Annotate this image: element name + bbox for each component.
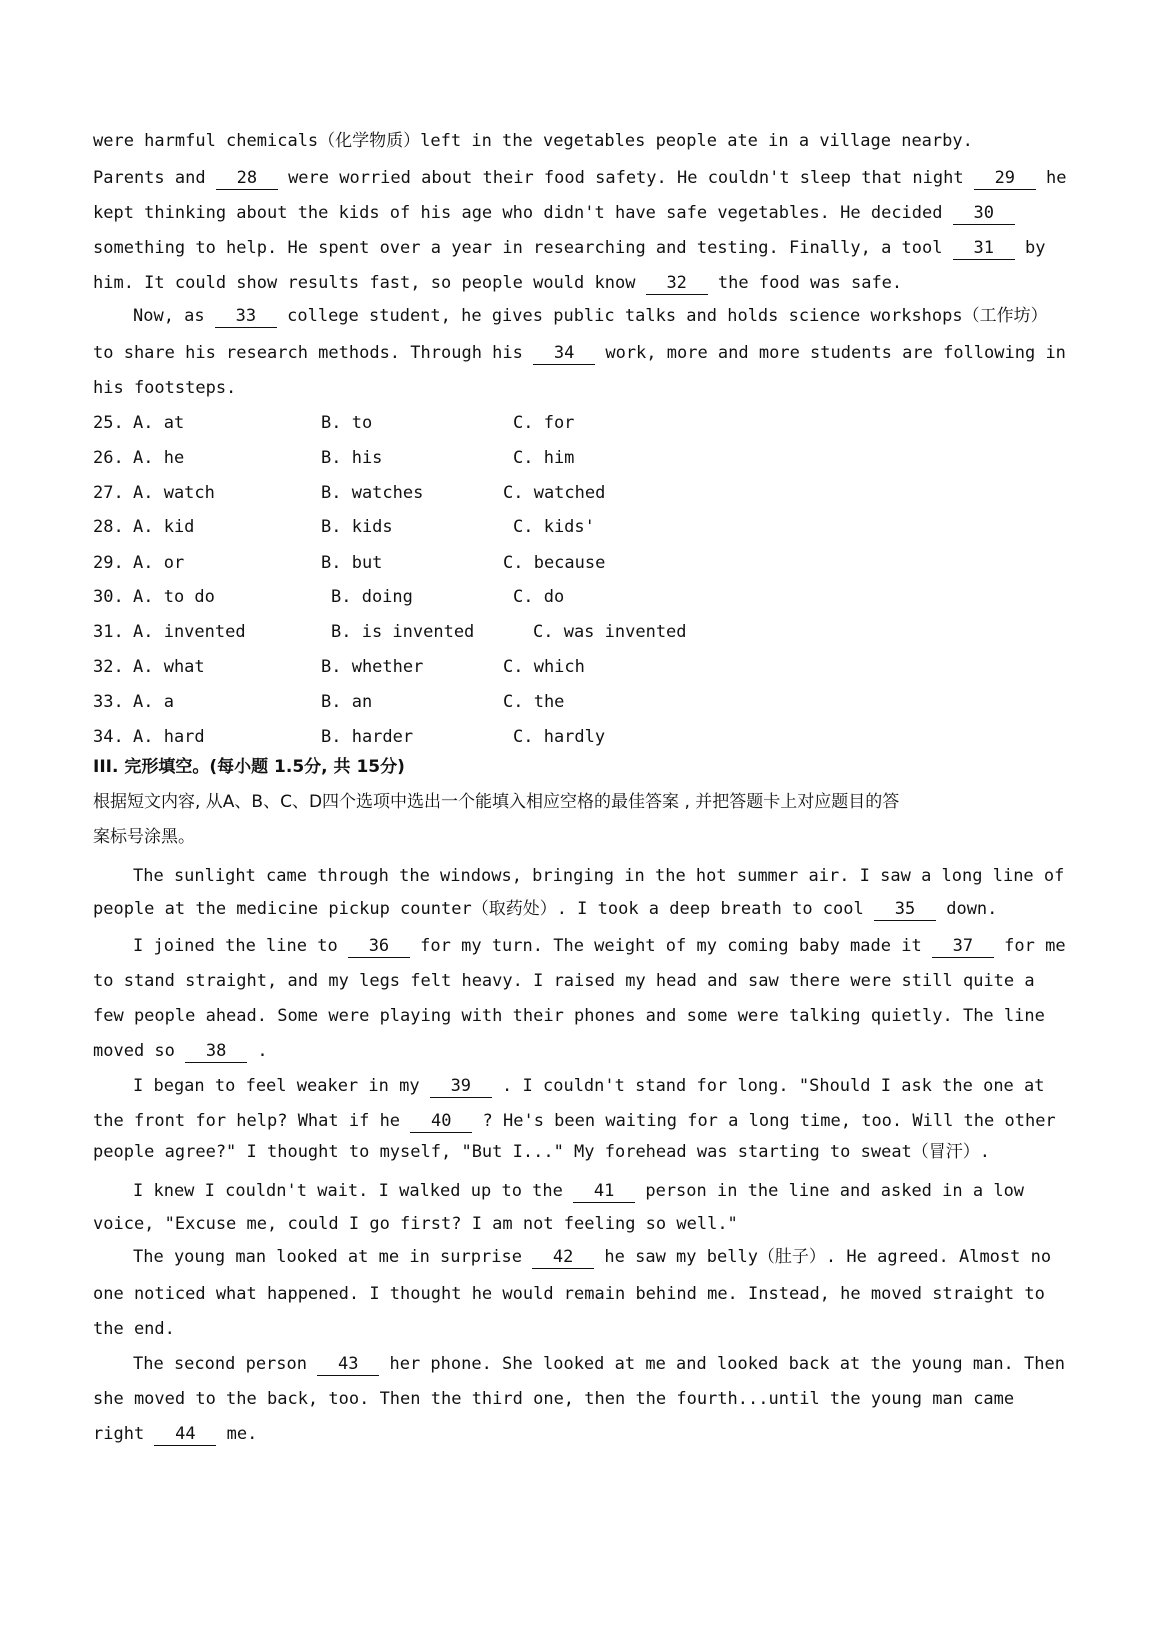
option-c[interactable]: C. him: [513, 448, 575, 468]
option-c[interactable]: C. watched: [503, 483, 606, 503]
option-a[interactable]: A. he: [133, 448, 185, 468]
blank-28[interactable]: 28: [216, 167, 278, 190]
question-number: 28.: [93, 517, 124, 537]
passage-line: the front for help? What if he 40 ? He's been waiting for a long time, too. Will the other: [93, 1111, 1056, 1131]
option-a[interactable]: A. watch: [133, 483, 215, 503]
option-b[interactable]: B. watches: [321, 483, 424, 503]
option-a[interactable]: A. a: [133, 692, 174, 712]
blank-32[interactable]: 32: [646, 272, 708, 295]
blank-41[interactable]: 41: [573, 1180, 635, 1203]
blank-30[interactable]: 30: [953, 202, 1015, 225]
option-b[interactable]: B. doing: [331, 587, 413, 607]
passage-line: The second person 43 her phone. She looked at me and looked back at the young man. Then: [133, 1354, 1065, 1374]
option-b[interactable]: B. to: [321, 413, 373, 433]
option-c[interactable]: C. the: [503, 692, 565, 712]
passage-line: his footsteps.: [93, 378, 237, 398]
option-a[interactable]: A. at: [133, 413, 185, 433]
passage-line: few people ahead. Some were playing with their phones and some were talking quietly. The line: [93, 1006, 1045, 1026]
passage-line: she moved to the back, too. Then the third one, then the fourth...until the young man came: [93, 1389, 1015, 1409]
option-c[interactable]: C. which: [503, 657, 585, 677]
option-b[interactable]: B. is invented: [331, 622, 475, 642]
passage-line: were harmful chemicals（化学物质）left in the vegetables people ate in a village nearby.: [93, 131, 973, 151]
question-number: 29.: [93, 553, 124, 573]
question-number: 27.: [93, 483, 124, 503]
option-c[interactable]: C. do: [513, 587, 565, 607]
option-c[interactable]: C. for: [513, 413, 575, 433]
blank-39[interactable]: 39: [430, 1075, 492, 1098]
passage-line: the end.: [93, 1319, 175, 1339]
option-a[interactable]: A. hard: [133, 727, 205, 747]
blank-31[interactable]: 31: [953, 237, 1015, 260]
blank-36[interactable]: 36: [348, 935, 410, 958]
passage-line: voice, "Excuse me, could I go first? I am not feeling so well.": [93, 1214, 738, 1234]
passage-line: I joined the line to 36 for my turn. The weight of my coming baby made it 37 for me: [133, 936, 1066, 956]
blank-38[interactable]: 38: [185, 1040, 247, 1063]
passage-line: people at the medicine pickup counter（取药处）. I took a deep breath to cool 35 down.: [93, 899, 998, 919]
instructions: 根据短文内容, 从A、B、C、D四个选项中选出一个能填入相应空格的最佳答案 , 并把答题卡上对应题目的答: [93, 792, 900, 812]
option-a[interactable]: A. to do: [133, 587, 215, 607]
blank-33[interactable]: 33: [215, 305, 277, 328]
option-b[interactable]: B. an: [321, 692, 373, 712]
option-a[interactable]: A. kid: [133, 517, 195, 537]
question-number: 34.: [93, 727, 124, 747]
blank-43[interactable]: 43: [317, 1353, 379, 1376]
passage-line: moved so 38 .: [93, 1041, 268, 1061]
passage-line: people agree?" I thought to myself, "But I..." My forehead was starting to sweat（冒汗）.: [93, 1142, 991, 1162]
passage-line: to stand straight, and my legs felt heavy. I raised my head and saw there were still quite a: [93, 971, 1035, 991]
passage-line: The sunlight came through the windows, bringing in the hot summer air. I saw a long line of: [133, 866, 1065, 886]
option-b[interactable]: B. but: [321, 553, 383, 573]
passage-line: something to help. He spent over a year in researching and testing. Finally, a tool 31 by: [93, 238, 1046, 258]
passage-line: The young man looked at me in surprise 42 he saw my belly（肚子）. He agreed. Almost no: [133, 1247, 1052, 1267]
passage-line: one noticed what happened. I thought he would remain behind me. Instead, he moved straight to: [93, 1284, 1045, 1304]
passage-line: I knew I couldn't wait. I walked up to the 41 person in the line and asked in a low: [133, 1181, 1025, 1201]
blank-37[interactable]: 37: [932, 935, 994, 958]
option-c[interactable]: C. because: [503, 553, 606, 573]
option-c[interactable]: C. kids': [513, 517, 595, 537]
passage-line: kept thinking about the kids of his age who didn't have safe vegetables. He decided 30: [93, 202, 1015, 225]
instructions: 案标号涂黑。: [93, 827, 195, 847]
option-a[interactable]: A. invented: [133, 622, 246, 642]
question-number: 33.: [93, 692, 124, 712]
passage-line: Now, as 33 college student, he gives public talks and holds science workshops（工作坊）: [133, 306, 1048, 326]
blank-29[interactable]: 29: [974, 167, 1036, 190]
question-number: 31.: [93, 622, 124, 642]
question-number: 30.: [93, 587, 124, 607]
passage-line: to share his research methods. Through his 34 work, more and more students are following in: [93, 343, 1066, 363]
option-c[interactable]: C. was invented: [533, 622, 687, 642]
passage-line: Parents and 28 were worried about their food safety. He couldn't sleep that night 29 he: [93, 168, 1067, 188]
passage-line: him. It could show results fast, so people would know 32 the food was safe.: [93, 273, 903, 293]
option-b[interactable]: B. harder: [321, 727, 414, 747]
blank-35[interactable]: 35: [874, 898, 936, 921]
option-a[interactable]: A. what: [133, 657, 205, 677]
passage-line: right 44 me.: [93, 1424, 258, 1444]
option-b[interactable]: B. his: [321, 448, 383, 468]
option-a[interactable]: A. or: [133, 553, 185, 573]
blank-40[interactable]: 40: [410, 1110, 472, 1133]
option-b[interactable]: B. whether: [321, 657, 424, 677]
section-heading: III. 完形填空。(每小题 1.5分, 共 15分): [93, 757, 405, 777]
question-number: 25.: [93, 413, 124, 433]
option-c[interactable]: C. hardly: [513, 727, 606, 747]
blank-34[interactable]: 34: [533, 342, 595, 365]
blank-44[interactable]: 44: [154, 1423, 216, 1446]
option-b[interactable]: B. kids: [321, 517, 393, 537]
passage-line: I began to feel weaker in my 39 . I couldn't stand for long. "Should I ask the one at: [133, 1076, 1045, 1096]
question-number: 32.: [93, 657, 124, 677]
blank-42[interactable]: 42: [532, 1246, 594, 1269]
question-number: 26.: [93, 448, 124, 468]
